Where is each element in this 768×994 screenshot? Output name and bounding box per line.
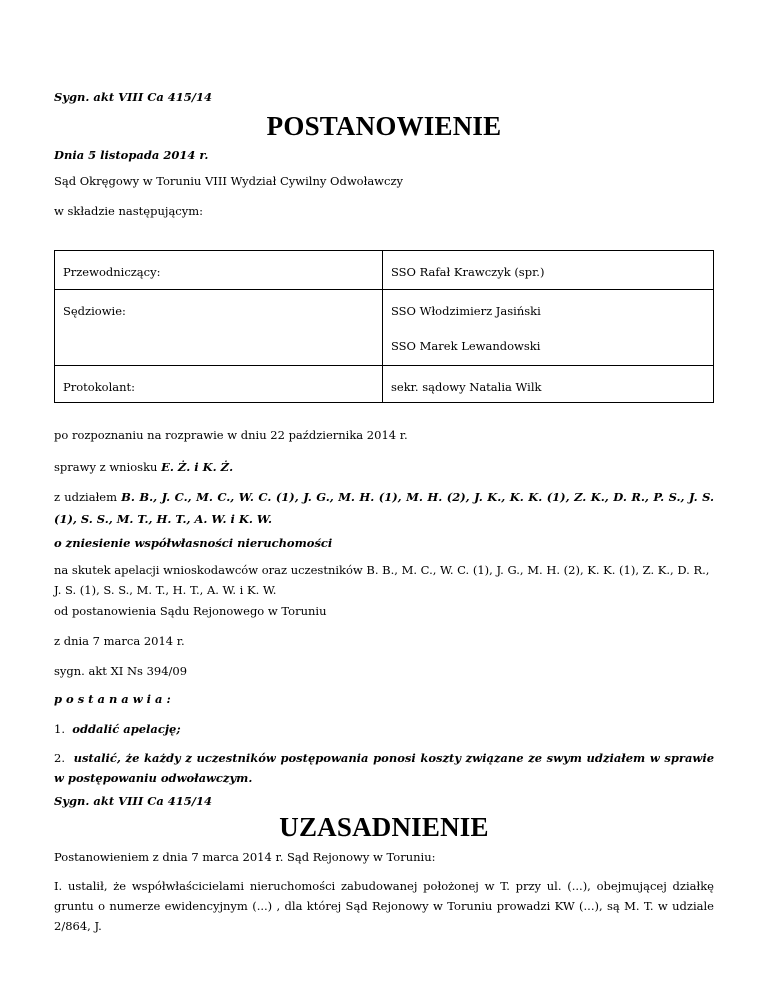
participants: z udziałem B. B., J. C., M. C., W. C. (1), J. G., M. H. (1), M. H. (2), J. K., K. K. (1), Z. K., D. R., P. S., J. S. (1), S. S., M. T., H. T., A. W. i K. W. bbox=[54, 490, 714, 526]
panel-name: SSO Rafał Krawczyk (spr.) bbox=[391, 265, 545, 279]
resolution-item-1: 1. oddalić apelację; bbox=[54, 722, 181, 736]
panel-row-clerk bbox=[55, 366, 714, 403]
panel-role: Sędziowie: bbox=[63, 304, 126, 318]
panel-row-presiding bbox=[55, 251, 714, 290]
lower-court-date: z dnia 7 marca 2014 r. bbox=[54, 634, 185, 648]
panel-role: Przewodniczący: bbox=[63, 265, 161, 279]
composition-intro: w składzie następującym: bbox=[54, 204, 204, 218]
panel-row-judges bbox=[55, 290, 714, 366]
lower-court-reference: sygn. akt XI Ns 394/09 bbox=[54, 664, 188, 678]
decision-date: Dnia 5 listopada 2014 r. bbox=[54, 148, 209, 162]
justification-point-1: I. ustalił, że współwłaścicielami nieruchomości zabudowanej położonej w T. przy ul. (...), obejmującej działkę gruntu o numerze ewidencyjnym (...) , dla której Sąd Rejonowy w Toruniu prowadzi KW (...), są M. T. w udziale 2/864, J. bbox=[54, 879, 714, 933]
panel-name: SSO Marek Lewandowski bbox=[391, 339, 541, 353]
lower-court-decision: od postanowienia Sądu Rejonowego w Toruniu bbox=[54, 604, 327, 618]
justification-case-number: Sygn. akt VIII Ca 415/14 bbox=[54, 794, 213, 808]
document-title: POSTANOWIENIE bbox=[266, 111, 502, 141]
resolution-item-2: 2. ustalić, że każdy z uczestników postępowania ponosi koszty związane ze swym udziałem w sprawie w postępowaniu odwoławczym. bbox=[54, 751, 715, 785]
court-panel-table bbox=[54, 250, 714, 403]
panel-name: sekr. sądowy Natalia Wilk bbox=[391, 380, 542, 394]
hearing-info: po rozpoznaniu na rozprawie w dniu 22 października 2014 r. bbox=[54, 428, 408, 442]
panel-name: SSO Włodzimierz Jasiński bbox=[391, 304, 541, 318]
justification-title: UZASADNIENIE bbox=[279, 812, 489, 842]
case-applicants: sprawy z wniosku E. Ż. i K. Ż. bbox=[54, 460, 234, 474]
case-subject: o zniesienie współwłasności nieruchomości bbox=[54, 536, 333, 550]
appeal-info: na skutek apelacji wnioskodawców oraz uczestników B. B., M. C., W. C. (1), J. G., M. H. (2), K. K. (1), Z. K., D. R., J. S. (1), S. S., M. T., H. T., A. W. i K. W. bbox=[54, 563, 710, 597]
resolution-heading: postanawia: bbox=[54, 692, 175, 706]
applicants-names: E. Ż. i K. Ż. bbox=[161, 460, 234, 474]
participants-names: B. B., J. C., M. C., W. C. (1), J. G., M. H. (1), M. H. (2), J. K., K. K. (1), Z. K., D. R., P. S., J. S. (1), S. S., M. T., H. T., A. W. i K. W. bbox=[54, 490, 714, 526]
panel-role: Protokolant: bbox=[63, 380, 136, 394]
court-name: Sąd Okręgowy w Toruniu VIII Wydział Cywilny Odwoławczy bbox=[54, 174, 404, 188]
justification-intro: Postanowieniem z dnia 7 marca 2014 r. Sąd Rejonowy w Toruniu: bbox=[54, 850, 436, 864]
case-number: Sygn. akt VIII Ca 415/14 bbox=[54, 90, 213, 104]
